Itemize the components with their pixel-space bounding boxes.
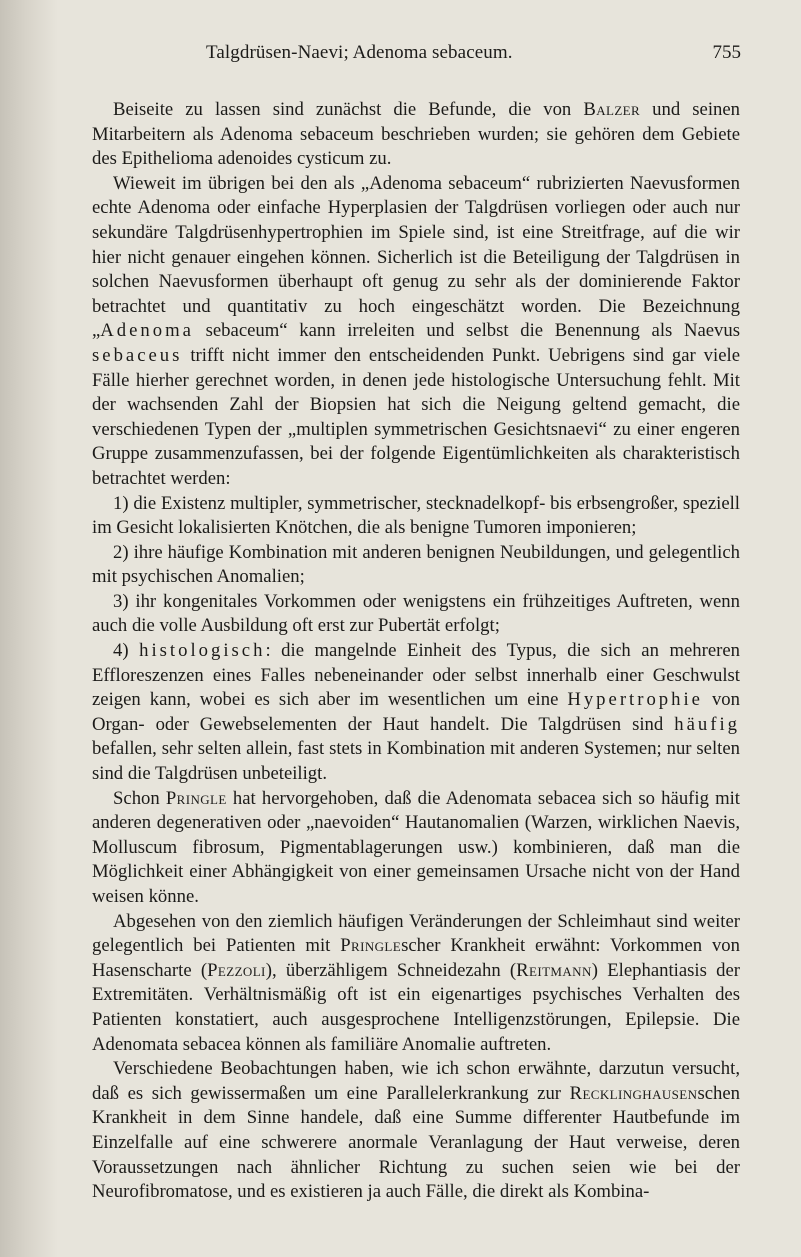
list-item-1: 1) die Existenz multipler, symmetrischer, stecknadelkopf- bis erbsengroßer, speziell im Gesicht lokalisierten Knötchen, die als benigne Tumoren imponieren; [92, 492, 740, 539]
emphasized-term: Adenoma [100, 320, 194, 342]
author-name: Pezzoli [207, 959, 266, 981]
running-title: Talgdrüsen-Naevi; Adenoma sebaceum. [206, 42, 513, 63]
list-item-4: 4) histologisch: die mangelnde Einheit des Typus, die sich an mehreren Effloreszenzen eines Falles nebeneinander oder selbst innerhalb einer Geschwulst zeigen kann, wobei es sich aber im wesentlichen um eine Hypertrophie von Organ- oder Gewebselementen der Haut handelt. Die Talgdrüsen sind häufig befallen, sehr selten allein, fast stets in Kombination mit anderen Systemen; nur selten sind die Talgdrüsen unbeteiligt. [92, 640, 740, 785]
emphasized-term: Hypertrophie [567, 689, 703, 711]
author-name: Pringle [340, 935, 402, 957]
paragraph-balzer: Beiseite zu lassen sind zunächst die Befunde, die von Balzer und seinen Mitarbeitern als Adenoma sebaceum beschrieben wurden; sie gehören dem Gebiete des Epithelioma adenoides cysticum zu. [92, 99, 740, 170]
emphasized-term: histologisch [139, 640, 266, 662]
list-item-3: 3) ihr kongenitales Vorkommen oder wenigstens ein frühzeitiges Auftreten, wenn auch die volle Ausbildung oft erst zur Pubertät erfolgt; [92, 590, 740, 637]
list-item-2: 2) ihre häufige Kombination mit anderen benignen Neubildungen, und gelegentlich mit psychischen Anomalien; [92, 541, 740, 588]
paragraph-naevusformen: Wieweit im übrigen bei den als „Adenoma sebaceum“ rubrizierten Naevusformen echte Adenoma oder einfache Hyperplasien der Talgdrüsen vorliegen oder auch nur sekundäre Talgdrüsenhypertrophien im Spiele sind, ist eine Streitfrage, auf die wir hier nicht genauer eingehen können. Sicherlich ist die Beteiligung der Talgdrüsen in solchen Naevusformen überhaupt oft genug zu sehr als der dominierende Faktor betrachtet und quantitativ zu hoch eingeschätzt worden. Die Bezeichnung „Adenoma sebaceum“ kann irreleiten und selbst die Benennung als Naevus sebaceus trifft nicht immer den entscheidenden Punkt. Uebrigens sind gar viele Fälle hierher gerechnet worden, in denen jede histologische Untersuchung fehlt. Mit der wachsenden Zahl der Biopsien hat sich die Neigung geltend gemacht, die verschiedenen Typen der „multiplen symmetrischen Gesichtsnaevi“ zu einer engeren Gruppe zusammenzufassen, bei der folgende Eigentümlichkeiten als charakteristisch betrachtet werden: [92, 172, 740, 489]
author-name: Balzer [583, 99, 641, 120]
paragraph-recklinghausen: Verschiedene Beobachtungen haben, wie ich schon erwähnte, darzutun versucht, daß es sich gewissermaßen um eine Parallelerkrankung zur Recklinghausenschen Krankheit in dem Sinne handele, daß eine Summe differenter Hautbefunde im Einzelfalle auf eine schwerere anormale Veranlagung der Haut verweise, deren Voraussetzungen nach ähnlicher Richtung zu suchen seien wie bei der Neurofibromatose, und es existieren ja auch Fälle, die direkt als Kombina- [92, 1058, 740, 1203]
author-name: Recklinghausen [569, 1082, 698, 1104]
emphasized-term: häufig [674, 713, 740, 735]
paragraph-pringle: Schon Pringle hat hervorgehoben, daß die Adenomata sebacea sich so häufig mit anderen degenerativen oder „naevoiden“ Hautanomalien (Warzen, wirklichen Naevis, Molluscum fibrosum, Pigmentablagerungen usw.) kombinieren, daß man die Möglichkeit einer Abhängigkeit von einer gemeinsamen Ursache nicht von der Hand weisen könne. [92, 787, 740, 907]
page-number: 755 [712, 42, 741, 63]
author-name: Reitmann [516, 959, 592, 981]
paragraph-schleimhaut: Abgesehen von den ziemlich häufigen Veränderungen der Schleimhaut sind weiter gelegentlich bei Patienten mit Pringlescher Krankheit erwähnt: Vorkommen von Hasenscharte (Pezzoli), überzähligem Schneidezahn (Reitmann) Elephantiasis der Extremitäten. Verhältnismäßig oft ist ein eigenartiges psychisches Verhalten des Patienten konstatiert, auch ausgesprochene Intelligenzstörungen, Epilepsie. Die Adenomata sebacea können als familiäre Anomalie auftreten. [92, 910, 740, 1055]
page-body [92, 98, 740, 1234]
page-edge-shadow [0, 0, 58, 1257]
author-name: Pringle [165, 787, 227, 809]
page-header [0, 0, 801, 90]
emphasized-term: sebaceus [92, 344, 183, 366]
